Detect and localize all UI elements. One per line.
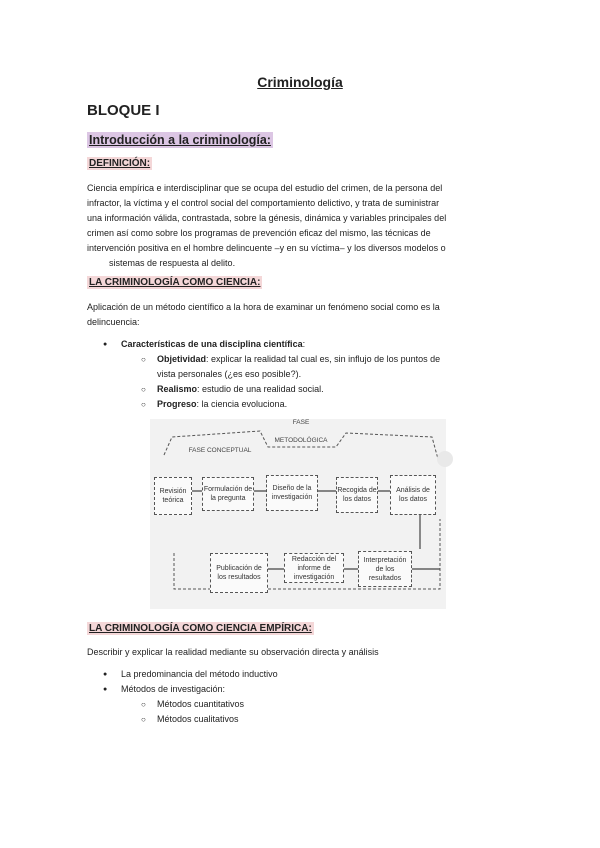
list-item: ○ Métodos cualitativos [121, 712, 487, 727]
bloque-heading: BLOQUE I [87, 102, 160, 119]
step-box: Publicación de los resultados [210, 553, 268, 593]
definicion-line: sistemas de respuesta al delito. [109, 258, 236, 268]
list-item [121, 382, 517, 397]
list-item: ● Características de una disciplina científica: ○ Objetividad: explicar la realidad tal cual es, sin influjo de los puntos de vista personales (¿es eso posible?). ○ Realismo: estudio de una realidad social. ○ Progreso: la ciencia evoluciona. [87, 337, 517, 412]
term-text: : estudio de una realidad social. [197, 384, 324, 394]
step-box: Recogida de los datos [336, 477, 378, 513]
list-item [87, 682, 487, 727]
ciencia-heading: LA CRIMINOLOGÍA COMO CIENCIA: [89, 277, 261, 288]
step-box: Interpretación de los resultados [358, 551, 412, 587]
step-box: Redacción del informe de investigación [284, 553, 344, 583]
list-item-label: Métodos de investigación: [121, 684, 226, 694]
fase-metodologica-label-2: METODOLÓGICA [274, 437, 328, 444]
list-item [121, 352, 517, 382]
empirica-list [87, 667, 487, 727]
term-text: : explicar la realidad tal cual es, sin influjo de los puntos de [206, 354, 441, 364]
definicion-line: infractor, la víctima y el control social del comportamiento delictivo, y trata de suministrar [87, 198, 440, 208]
metodos-sublist [121, 697, 487, 727]
page-title: Criminología [257, 74, 343, 90]
list-item [121, 397, 517, 412]
definicion-line: crimen así como sobre los programas de prevención eficaz del mismo, las técnicas de [87, 228, 431, 238]
caracteristicas-label: Características de una disciplina científica [121, 339, 303, 349]
fase-conceptual-label: FASE CONCEPTUAL [188, 447, 252, 454]
definicion-heading: DEFINICIÓN: [89, 158, 151, 169]
empirica-heading: LA CRIMINOLOGÍA COMO CIENCIA EMPÍRICA: [89, 623, 312, 634]
step-box: Diseño de la investigación [266, 475, 318, 511]
step-box: Formulación de la pregunta [202, 477, 254, 511]
empirica-paragraph: Describir y explicar la realidad mediante su observación directa y análisis [87, 647, 379, 657]
research-process-diagram [150, 419, 446, 609]
definicion-line: Ciencia empírica e interdisciplinar que se ocupa del estudio del crimen, de la persona del [87, 183, 443, 193]
ciencia-line: delincuencia: [87, 317, 140, 327]
definicion-line: intervención positiva en el hombre delincuente –y en su víctima– y los diversos modelos o [87, 243, 446, 253]
term-text: vista personales (¿es eso posible?). [157, 369, 302, 379]
ciencia-line: Aplicación de un método científico a la hora de examinar un fenómeno social como es la [87, 302, 440, 312]
list-item: ○ Métodos cuantitativos [121, 697, 487, 712]
term: Progreso [157, 399, 197, 409]
fase-metodologica-label: FASE [292, 419, 310, 426]
step-box: Análisis de los datos [390, 475, 436, 515]
caracteristicas-list [87, 337, 517, 412]
definicion-line: una información válida, contrastada, sobre la génesis, dinámica y variables principales del [87, 213, 447, 223]
term-text: : la ciencia evoluciona. [196, 399, 288, 409]
scroll-indicator[interactable] [437, 451, 453, 467]
term: Objetividad [157, 354, 207, 364]
step-box: Revisión teórica [154, 477, 192, 515]
definicion-paragraph [87, 181, 517, 271]
term: Realismo [157, 384, 198, 394]
list-item: ● La predominancia del método inductivo [87, 667, 487, 682]
caracteristicas-sublist [121, 352, 517, 412]
ciencia-paragraph [87, 300, 517, 330]
intro-heading: Introducción a la criminología: [89, 133, 271, 147]
